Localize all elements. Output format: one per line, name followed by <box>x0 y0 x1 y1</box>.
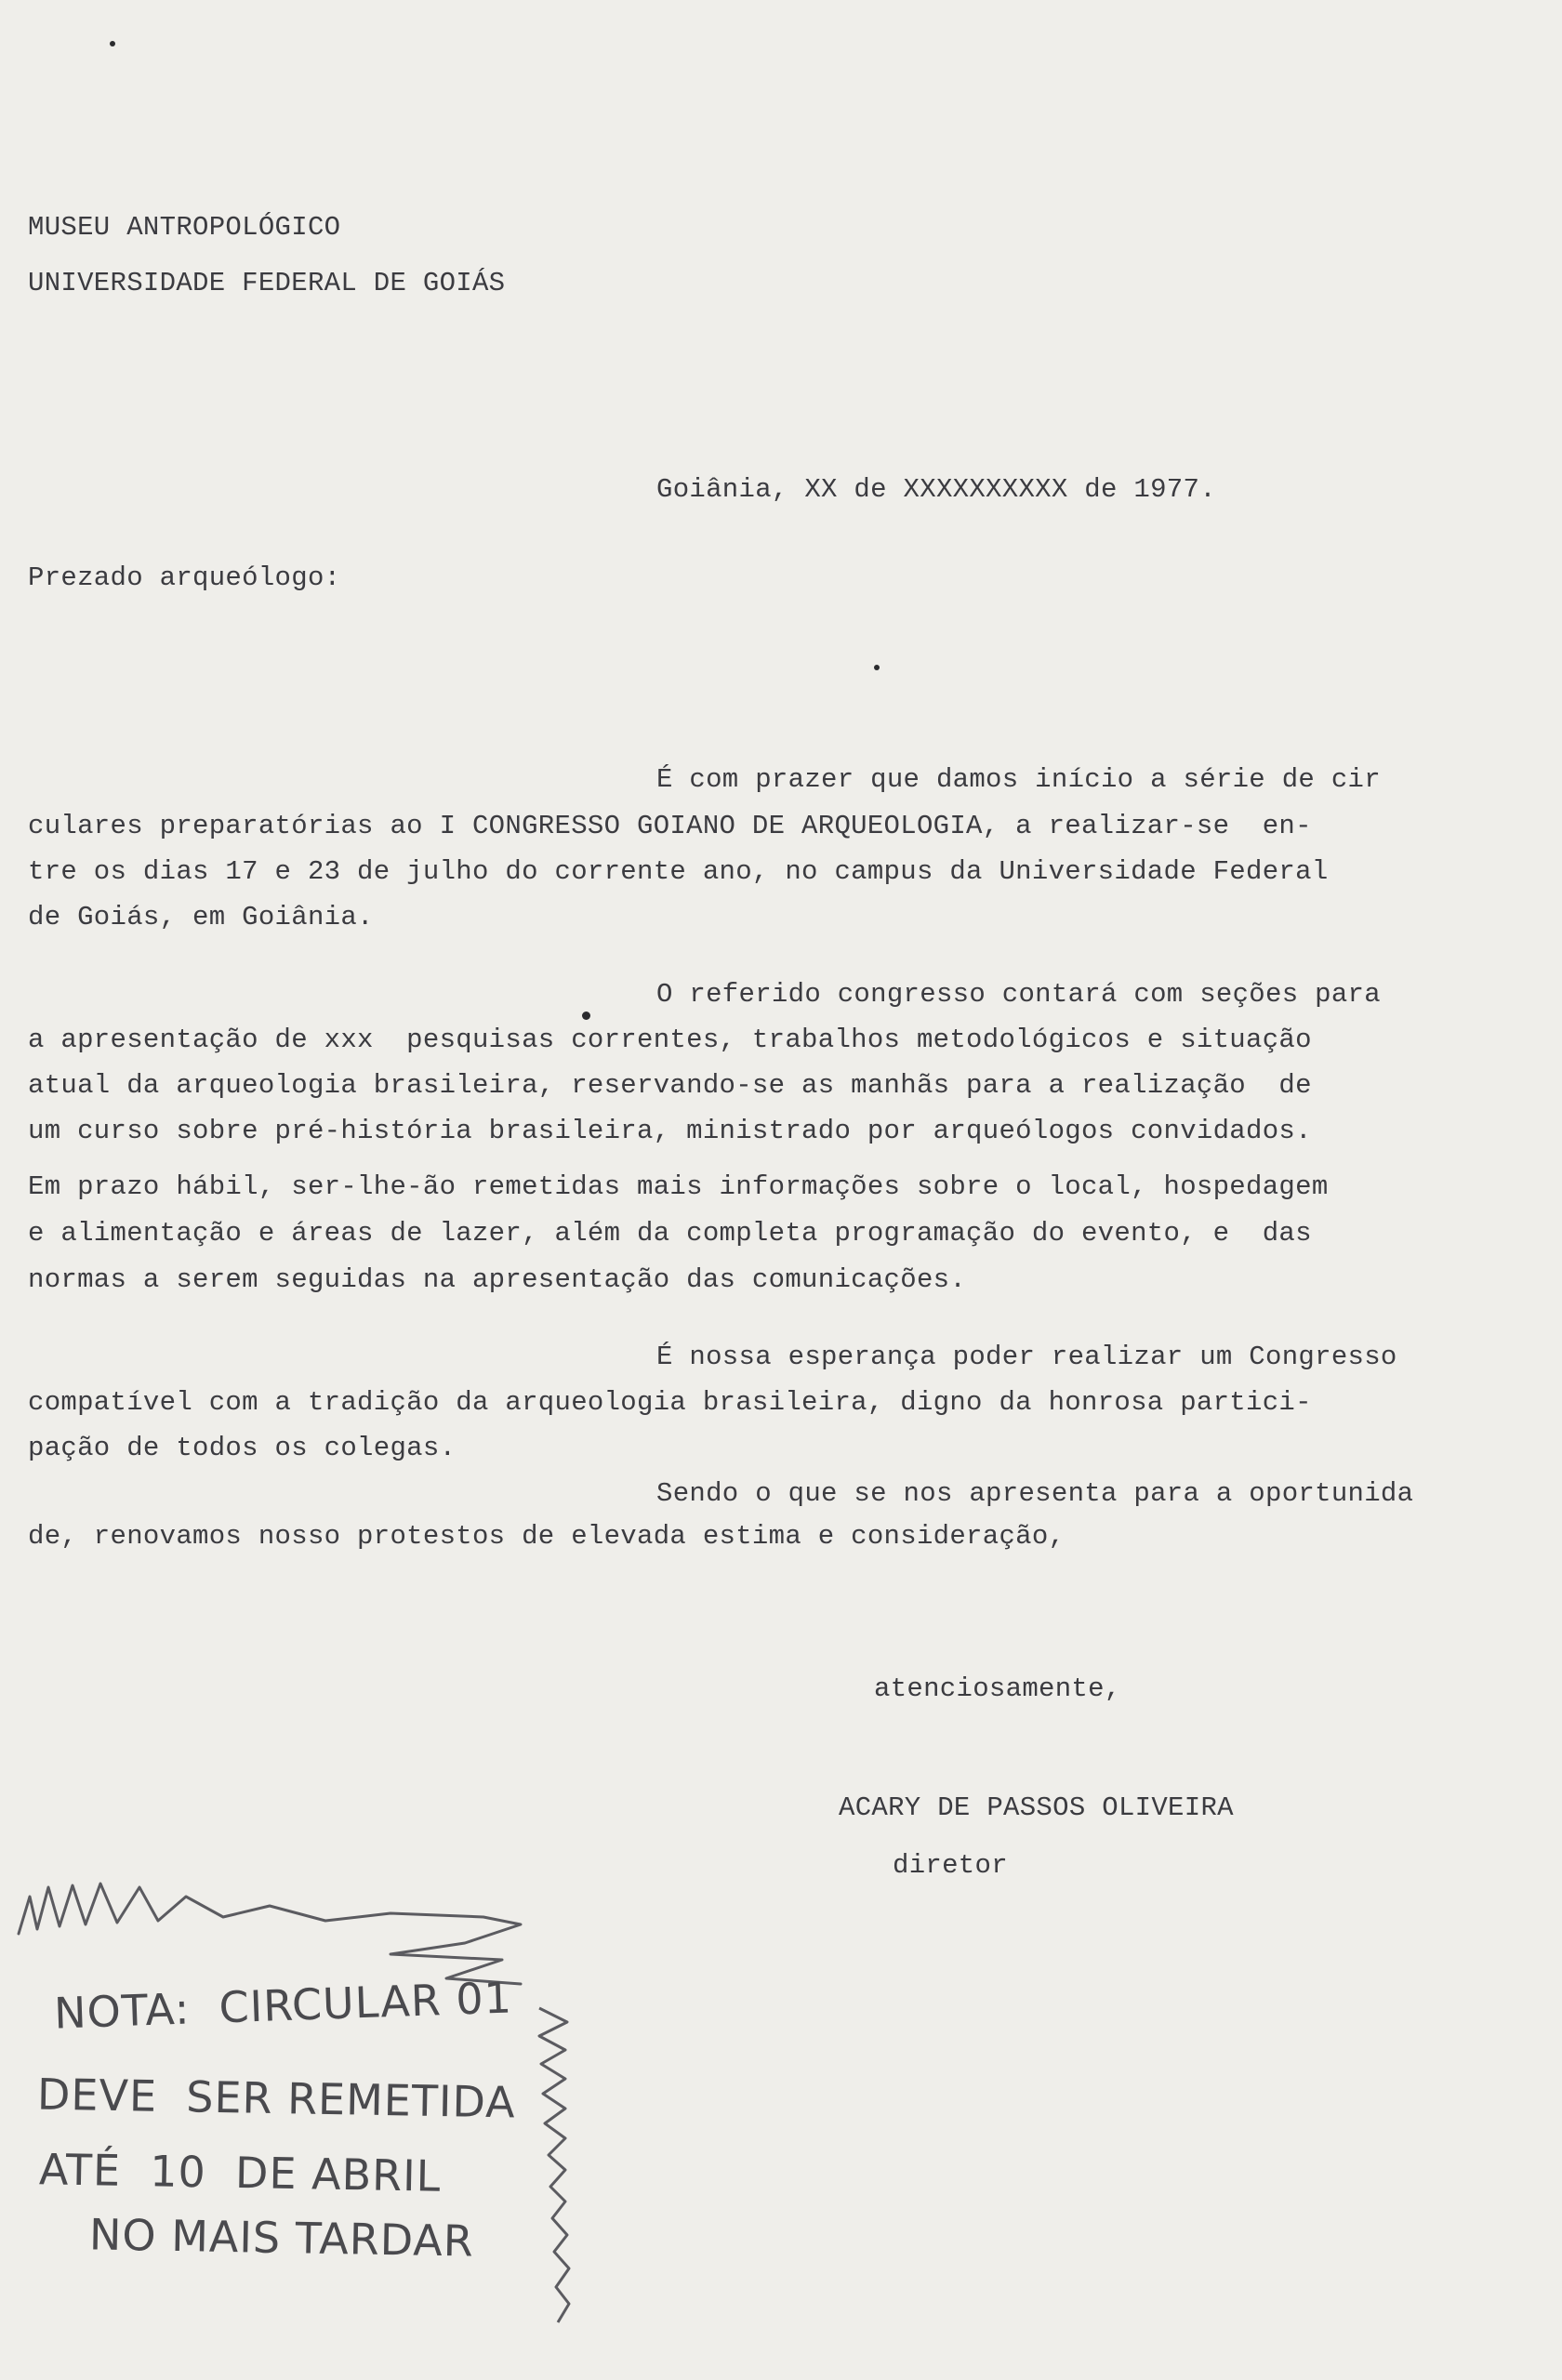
closing: atenciosamente, <box>874 1673 1121 1704</box>
handwritten-note-line-3: ATÉ 10 DE ABRIL <box>38 2144 442 2202</box>
paragraph-2-line-4: um curso sobre pré-história brasileira, ministrado por arqueólogos convidados. <box>28 1116 1312 1146</box>
university-name: UNIVERSIDADE FEDERAL DE GOIÁS <box>28 268 506 298</box>
paragraph-2-line-3: atual da arqueologia brasileira, reservando-se as manhãs para a realização de <box>28 1070 1312 1101</box>
institution-name: MUSEU ANTROPOLÓGICO <box>28 212 341 243</box>
signatory-name: ACARY DE PASSOS OLIVEIRA <box>839 1792 1234 1823</box>
paragraph-2-line-6: e alimentação e áreas de lazer, além da completa programação do evento, e das <box>28 1218 1312 1249</box>
handwritten-note-line-4: NO MAIS TARDAR <box>88 2209 475 2267</box>
paragraph-1-line-3: tre os dias 17 e 23 de julho do corrente ano, no campus da Universidade Federal <box>28 856 1329 887</box>
handwritten-note-line-1: NOTA: CIRCULAR 01 <box>53 1972 513 2039</box>
paragraph-1-line-1: É com prazer que damos início a série de cir <box>656 764 1381 795</box>
paper-speck <box>582 1012 590 1020</box>
paragraph-1-line-2: culares preparatórias ao I CONGRESSO GOIANO DE ARQUEOLOGIA, a realizar-se en- <box>28 811 1312 841</box>
salutation: Prezado arqueólogo: <box>28 562 341 593</box>
paragraph-2-line-7: normas a serem seguidas na apresentação das comunicações. <box>28 1264 967 1295</box>
paragraph-2-line-2: a apresentação de xxx pesquisas correntes, trabalhos metodológicos e situação <box>28 1025 1312 1055</box>
paragraph-3-line-3: pação de todos os colegas. <box>28 1433 457 1463</box>
paper-speck <box>874 665 880 670</box>
paragraph-1-line-4: de Goiás, em Goiânia. <box>28 902 374 932</box>
paragraph-4-line-2: de, renovamos nosso protestos de elevada estima e consideração, <box>28 1521 1066 1552</box>
paragraph-2-line-1: O referido congresso contará com seções para <box>656 979 1381 1010</box>
handwritten-note-line-2: DEVE SER REMETIDA <box>36 2069 517 2128</box>
signatory-title: diretor <box>893 1850 1008 1881</box>
paragraph-3-line-2: compatível com a tradição da arqueologia brasileira, digno da honrosa partici- <box>28 1387 1312 1418</box>
paragraph-2-line-5: Em prazo hábil, ser-lhe-ão remetidas mais informações sobre o local, hospedagem <box>28 1171 1329 1202</box>
paragraph-4-line-1: Sendo o que se nos apresenta para a oportunida <box>656 1478 1414 1509</box>
dateline: Goiânia, XX de XXXXXXXXXX de 1977. <box>656 474 1216 505</box>
paper-speck <box>110 41 115 46</box>
paragraph-3-line-1: É nossa esperança poder realizar um Congresso <box>656 1342 1397 1372</box>
